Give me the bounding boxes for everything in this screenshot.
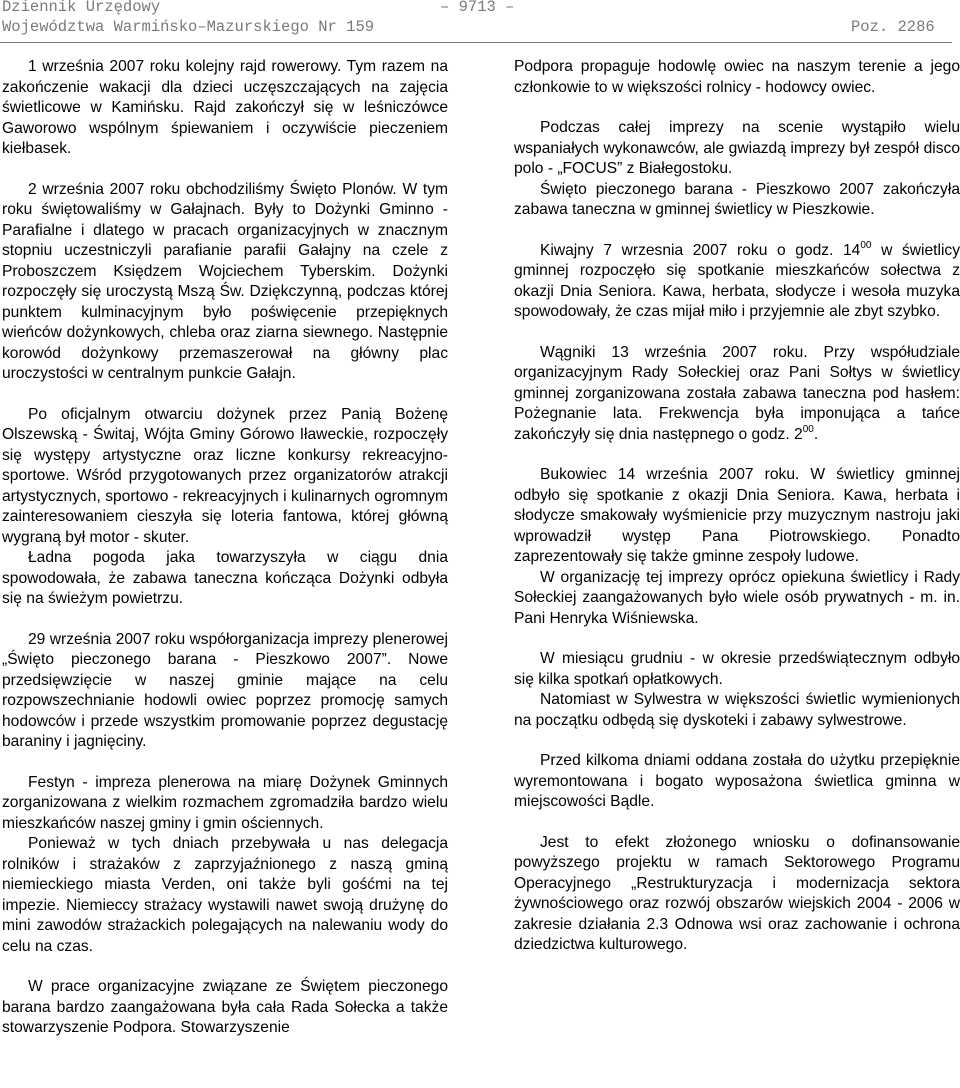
paragraph: Festyn - impreza plenerowa na miarę Dożynek Gminnych zorganizowana z wielkim rozmachem zgromadziła bardzo wielu mieszkańców naszej gminy i gmin ościennych. (2, 773, 453, 832)
paragraph: Podczas całej imprezy na scenie wystąpiło wielu wspaniałych wykonawców, ale gwiazdą imprezy był zespół disco polo - „FOCUS” z Białegostoku. (514, 119, 960, 177)
page-number: – 9713 – (440, 0, 515, 16)
paragraph: Ponieważ w tych dniach przebywała u nas delegacja rolników i strażaków z zaprzyjaźnionego z naszą gminą niemieckiego miasta Verden, oni także byli gośćmi na tej impezie. Niemieccy strażacy wystawili nawet swoją drużynę do mini zawodów strażackich polegających na nalewaniu wody do celu na czas. (2, 835, 453, 955)
position-number: Poz. 2286 (851, 18, 935, 36)
paragraph (514, 241, 960, 323)
header-rule (0, 42, 952, 43)
paragraph: Ładna pogoda jaka towarzyszyła w ciągu dnia spowodowała, że zabawa taneczna kończąca Dożynki odbyła się na świeżym powietrzu. (2, 549, 453, 607)
paragraph: W miesiącu grudniu - w okresie przedświątecznym odbyło się kilka spotkań opłatkowych. (514, 650, 960, 688)
paragraph: Podpora propaguje hodowlę owiec na naszym terenie a jego członkowie to w większości rolnicy - hodowcy owiec. (514, 58, 960, 96)
paragraph: Bukowiec 14 września 2007 roku. W świetlicy gminnej odbyło się spotkanie z okazji Dnia Seniora. Kawa, herbata i słodycze smakowały wyśmienicie przy muzycznym nastroju jaki wprowadził występ Pana Piotrowskiego. Ponadto zaprezentowały się także gminne zespoły ludowe. (514, 466, 960, 565)
superscript: 00 (802, 423, 814, 435)
right-column (514, 57, 960, 956)
superscript: 00 (860, 239, 872, 251)
text-span: Kiwajny 7 wrzesnia 2007 roku o godz. 14 (540, 241, 861, 259)
paragraph: 2 września 2007 roku obchodziliśmy Święto Plonów. W tym roku świętowaliśmy w Gałajnach. Były to Dożynki Gminno - Parafialne i dlatego w pracach organizacyjnych w znacznym stopniu uczestniczyli parafianie parafii Gałajny na czele z Proboszczem Księdzem Wojciechem Tyberskim. Dożynki rozpoczęły się uroczystą Mszą Św. Dziękczynną, podczas której punktem kulminacyjnym było poświęcenie przepięknych wieńców dożynkowych, chleba oraz ziarna siewnego. Następnie korowód dożynkowy przemaszerował na główny plac uroczystości w centralnym punkcie Gałajn. (2, 180, 453, 382)
paragraph: Natomiast w Sylwestra w większości świetlic wymienionych na początku odbędą się dyskoteki i zabawy sylwestrowe. (514, 691, 960, 729)
paragraph (514, 343, 960, 446)
paragraph: W prace organizacyjne związane ze Świętem pieczonego barana bardzo zaangażowana była cała Rada Sołecka a także stowarzyszenie Podpora. Stowarzyszenie (2, 978, 453, 1036)
paragraph: Święto pieczonego barana - Pieszkowo 2007 zakończyła zabawa taneczna w gminnej świetlicy w Pieszkowie. (514, 180, 960, 218)
paragraph: Jest to efekt złożonego wniosku o dofinansowanie powyższego projektu w ramach Sektorowego Programu Operacyjnego „Restrukturyzacja i modernizacja sektora żywnościowego oraz rozwój obszarów wiejskich 2004 - 2006 w zakresie działania 2.3 Odnowa wsi oraz zachowanie i ochrona dziedzictwa kulturowego. (514, 833, 960, 953)
text-span: w świetlicy gminnej rozpoczęło się spotkanie mieszkańców sołectwa z okazji Dnia Seniora. Kawa, herbata, słodycze i wesoła muzyka spowodowały, że czas mijał miło i przyjemnie ale zbyt szybko. (514, 241, 960, 320)
journal-region: Województwa Warmińsko–Mazurskiego Nr 159 (2, 18, 375, 36)
paragraph: 1 września 2007 roku kolejny rajd rowerowy. Tym razem na zakończenie wakacji dla dzieci uczęszczających na zajęcia świetlicowe w Kamińsku. Rajd zakończył się w leśniczówce Gaworowo wspólnym śpiewaniem i oczywiście pieczeniem kiełbasek. (2, 58, 453, 157)
paragraph: W organizację tej imprezy oprócz opiekuna świetlicy i Rady Sołeckiej zaangażowanych było wiele osób prywatnych - m. in. Pani Henryka Wiśniewska. (514, 568, 960, 627)
journal-title: Dziennik Urzędowy (2, 0, 161, 16)
left-column (2, 57, 453, 1039)
paragraph: Przed kilkoma dniami oddana została do użytku przepięknie wyremontowana i bogato wyposażona świetlica gminna w miejscowości Bądle. (514, 752, 960, 810)
paragraph: Po oficjalnym otwarciu dożynek przez Panią Bożenę Olszewską - Świtaj, Wójta Gminy Górowo Iławeckie, rozpoczęły się występy artystyczne oraz liczne konkursy rekreacyjno-sportowe. Wśród przygotowanych przez organizatorów atrakcji artystycznych, sportowo - rekreacyjnych i kulinarnych ogromnym zainteresowaniem cieszyła się loteria fantowa, której główną wygraną był motor - skuter. (2, 405, 453, 546)
paragraph: 29 września 2007 roku współorganizacja imprezy plenerowej „Święto pieczonego barana - Pieszkowo 2007”. Nowe przedsięwzięcie w naszej gminie mające na celu rozpowszechnianie hodowli owiec poprzez promocję samych hodowców i przede wszystkim promowanie poprzez degustację baraniny i jagnięciny. (2, 630, 453, 750)
page-header (0, 0, 960, 44)
text-span: Wągniki 13 września 2007 roku. Przy współudziale organizacyjnym Rady Sołeckiej oraz Pani Sołtys w świetlicy gminnej zorganizowana została zabawa taneczna pod hasłem: Pożegnanie lata. Frekwencja była imponująca a tańce zakończyły się dnia następnego o godz. 2 (514, 343, 960, 443)
text-span: . (813, 425, 819, 443)
